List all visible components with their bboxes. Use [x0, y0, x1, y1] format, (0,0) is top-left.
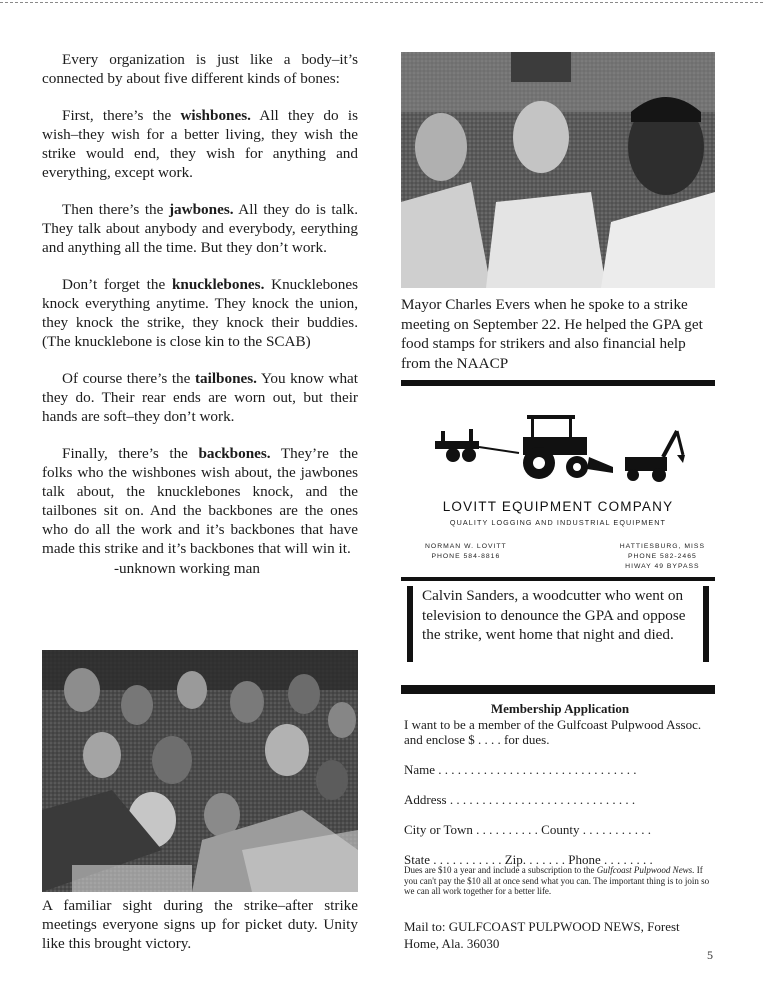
application-title: Membership Application — [490, 701, 630, 716]
term-tailbones: tailbones. — [194, 370, 257, 387]
section-rule-bottom — [401, 685, 715, 694]
crowd-photo-caption: A familiar sight during the strike–after strike meetings everyone signs up for picket duty. Unity like this brought victory. — [42, 897, 358, 952]
ad-owner-phone: PHONE 584-8816 — [431, 553, 501, 560]
ad-contact-owner — [425, 542, 507, 562]
ad-address: HIWAY 49 BYPASS — [625, 563, 700, 570]
name-field[interactable]: Name . . . . . . . . . . . . . . . . . . . . . . . . . . . . . . . — [404, 762, 637, 777]
poem-paragraph-tailbones: Of course there’s the tailbones. You know what they do. Their rear ends are worn out, but their hands are soft–they don’t work. — [42, 370, 359, 425]
crowd-photo — [42, 650, 358, 892]
address-field[interactable]: Address . . . . . . . . . . . . . . . . . . . . . . . . . . . . . — [404, 792, 636, 807]
page-number: 5 — [707, 948, 713, 962]
term-knucklebones: knucklebones. — [171, 276, 265, 293]
poem-column — [42, 50, 358, 578]
city-county-field[interactable]: City or Town . . . . . . . . . . County . . . . . . . . . . . — [404, 822, 651, 837]
term-jawbones: jawbones. — [168, 201, 234, 218]
poem-signature: -unknown working man — [114, 560, 260, 577]
poem-paragraph-jawbones: Then there’s the jawbones. All they do is talk. They talk about anybody and everybody, eerything and anything all the time. But they don’t work. — [42, 201, 358, 256]
dues-note: Dues are $10 a year and include a subscription to the Gulfcoast Pulpwood News. If you can't pay the $10 all at once send what you can. The important thing is to join so we can all work together for a better life. — [404, 865, 710, 896]
evers-photo — [401, 52, 715, 288]
state-zip-phone-field[interactable]: State . . . . . . . . . . . Zip. . . . . . . Phone . . . . . . . . — [404, 852, 653, 867]
section-rule-top — [401, 380, 715, 386]
membership-application — [404, 701, 716, 951]
section-rule-middle — [401, 577, 715, 581]
calvin-sanders-note: Calvin Sanders, a woodcutter who went on television to denounce the GPA and oppose the strike, went home that night and died. — [407, 586, 709, 662]
poem-paragraph-intro: Every organization is just like a body–it’s connected by about five different kinds of bones: — [42, 51, 358, 87]
ad-city: HATTIESBURG, MISS — [619, 543, 705, 550]
equipment-illustration — [427, 409, 687, 491]
ad-phone: PHONE 582-2465 — [627, 553, 697, 560]
ad-owner-name: NORMAN W. LOVITT — [425, 543, 507, 550]
lovitt-advertisement — [401, 405, 715, 577]
poem-paragraph-backbones: Finally, there’s the backbones. They’re the folks who the wishbones wish about, the jawbones talk about, the knucklebones knock, and the tailbones sit on. And the backbones are the ones who do all the work and it’s backbones that have made this strike and it’s backbones that will win it. — [42, 445, 358, 557]
ad-tagline: QUALITY LOGGING AND INDUSTRIAL EQUIPMENT — [449, 518, 667, 527]
term-wishbones: wishbones. — [180, 107, 251, 124]
mailing-address: Mail to: GULFCOAST PULPWOOD NEWS, Forest Home, Ala. 36030 — [404, 919, 680, 951]
term-backbones: backbones. — [198, 445, 271, 462]
evers-photo-caption: Mayor Charles Evers when he spoke to a strike meeting on September 22. He helped the GPA get food stamps for strikers and also financial help from the NAACP — [401, 296, 703, 372]
poem-paragraph-knucklebones: Don’t forget the knucklebones. Knucklebones knock everything anytime. They knock the union, they knock the strike, they knock their buddies. (The knucklebone is close kin to the SCAB) — [42, 276, 359, 350]
application-intro: I want to be a member of the Gulfcoast Pulpwood Assoc. and enclose $ . . . . for dues. — [404, 717, 702, 747]
ad-contact-location — [620, 542, 705, 572]
top-dashed-rule — [0, 2, 763, 3]
poem-paragraph-wishbones: First, there’s the wishbones. All they do is wish–they wish for a better living, they wish the strike would end, they wish for anything and everything, except work. — [42, 107, 358, 181]
ad-company-name: LOVITT EQUIPMENT COMPANY — [442, 499, 674, 514]
publication-name: Gulfcoast Pulpwood News. — [596, 865, 695, 875]
